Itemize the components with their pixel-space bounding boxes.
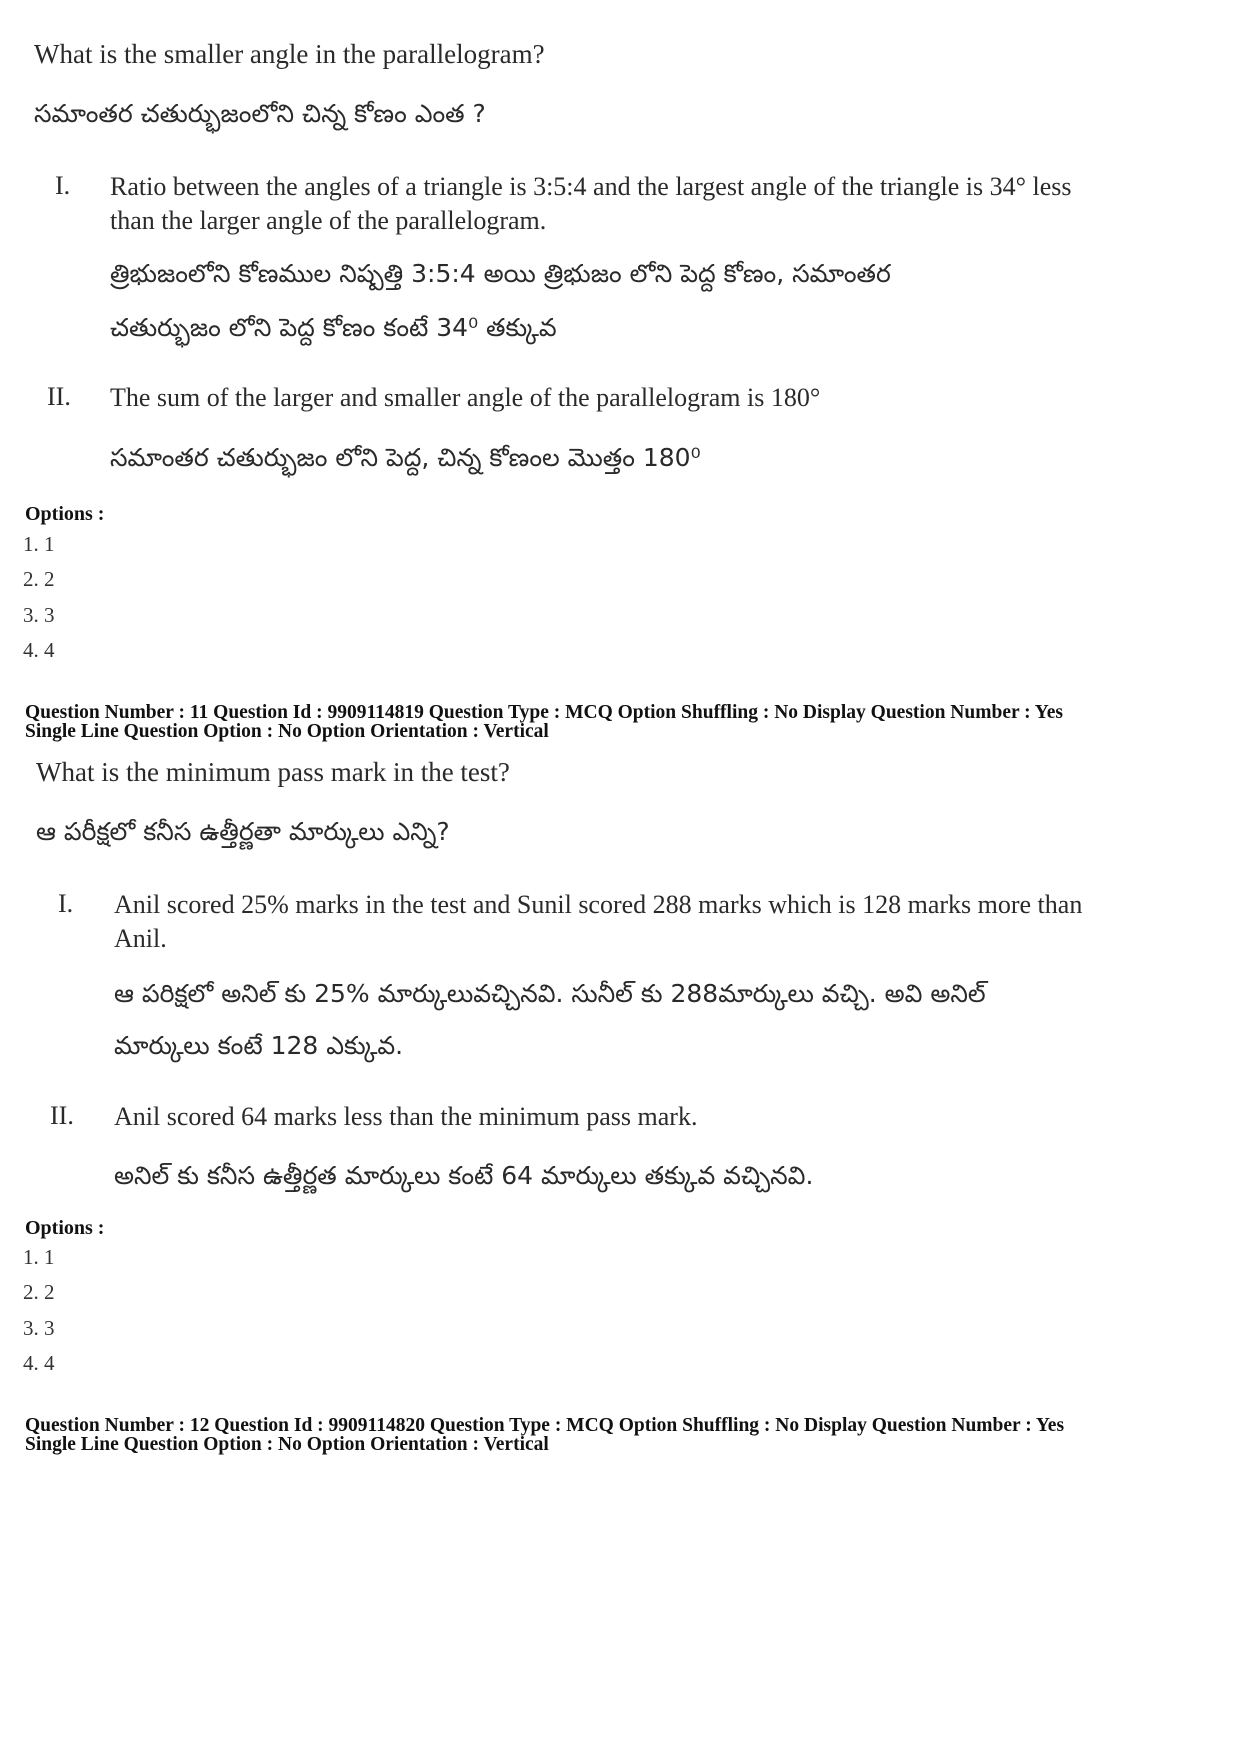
option-item: 2. 2 <box>23 1280 55 1304</box>
options-label: Options : <box>25 503 105 525</box>
option-item: 4. 4 <box>23 1351 55 1375</box>
question-meta-line: Single Line Question Option : No Option Orientation : Vertical <box>25 721 549 742</box>
statement-number: II. <box>47 382 71 411</box>
question-text-te: సమాంతర చతుర్భుజంలోని చిన్న కోణం ఎంత ? <box>34 99 486 128</box>
statement-text-en: Anil scored 64 marks less than the minimum pass mark. <box>114 1102 698 1131</box>
statement-text-en: The sum of the larger and smaller angle of the parallelogram is 180° <box>110 383 821 412</box>
option-item: 1. 1 <box>23 1245 55 1269</box>
statement-text-en: Anil scored 25% marks in the test and Sunil scored 288 marks which is 128 marks more than Anil. <box>114 890 1083 953</box>
statement-number: II. <box>50 1101 74 1130</box>
statement-number: I. <box>55 171 71 200</box>
option-item: 3. 3 <box>23 603 55 627</box>
option-item: 2. 2 <box>23 567 55 591</box>
statement-text-te: చతుర్భుజం లోని పెద్ద కోణం కంటే 34⁰ తక్కువ <box>110 313 557 342</box>
question-text-te: ఆ పరీక్షలో కనీస ఉత్తీర్ణతా మార్కులు ఎన్ని? <box>36 817 450 846</box>
question-meta-line: Question Number : 11 Question Id : 9909114819 Question Type : MCQ Option Shuffling : No Display Question Number : Yes <box>25 702 1063 723</box>
statement-text-te: ఆ పరిక్షలో అనిల్ కు 25% మార్కులువచ్చినవి. సునీల్ కు 288మార్కులు వచ్చి. అవి అనిల్ <box>114 979 986 1008</box>
options-label: Options : <box>25 1217 105 1239</box>
statement-text-te: అనిల్ కు కనీస ఉత్తీర్ణత మార్కులు కంటే 64 మార్కులు తక్కువ వచ్చినవి. <box>114 1161 814 1190</box>
option-item: 1. 1 <box>23 532 55 556</box>
question-meta-line: Single Line Question Option : No Option Orientation : Vertical <box>25 1434 549 1455</box>
question-text-en: What is the minimum pass mark in the test? <box>36 757 510 787</box>
statement-text-en: Ratio between the angles of a triangle is 3:5:4 and the largest angle of the triangle is 34° less than the larger angle of the parallelogram. <box>110 172 1072 235</box>
statement-text-te: మార్కులు కంటే 128 ఎక్కువ. <box>114 1031 404 1060</box>
question-text-en: What is the smaller angle in the parallelogram? <box>34 39 545 69</box>
question-meta-line: Question Number : 12 Question Id : 9909114820 Question Type : MCQ Option Shuffling : No Display Question Number : Yes <box>25 1415 1065 1436</box>
option-item: 4. 4 <box>23 638 55 662</box>
statement-text-te: త్రిభుజంలోని కోణముల నిష్పత్తి 3:5:4 అయి త్రిభుజం లోని పెద్ద కోణం, సమాంతర <box>110 259 891 288</box>
statement-text-te: సమాంతర చతుర్భుజం లోని పెద్ద, చిన్న కోణంల మొత్తం 180⁰ <box>110 443 701 472</box>
option-item: 3. 3 <box>23 1316 55 1340</box>
statement-number: I. <box>58 889 74 918</box>
